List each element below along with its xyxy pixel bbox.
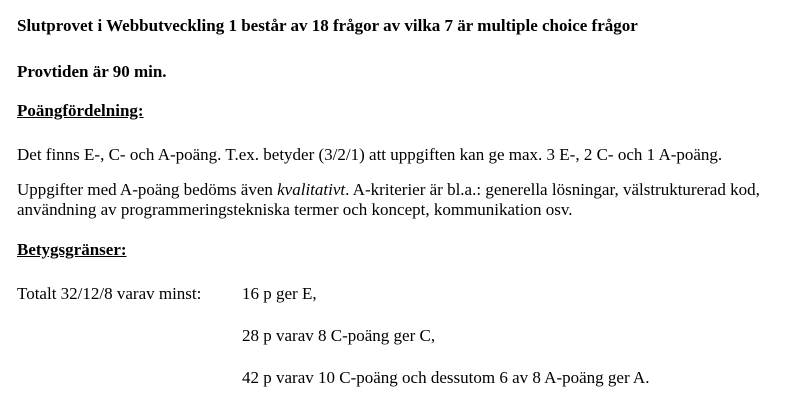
points-paragraph-2-start: Uppgifter med A-poäng bedöms även	[17, 180, 278, 199]
grade-rule-e: 16 p ger E,	[242, 284, 317, 303]
points-paragraph-2	[17, 180, 792, 220]
grade-rule-a: 42 p varav 10 C-poäng och dessutom 6 av 8 A-poäng ger A.	[242, 368, 650, 387]
grades-total-label: Totalt 32/12/8 varav minst:	[17, 284, 202, 303]
exam-duration: Provtiden är 90 min.	[17, 62, 167, 81]
document-heading: Slutprovet i Webbutveckling 1 består av 18 frågor av vilka 7 är multiple choice frågor	[17, 16, 638, 35]
points-section-title: Poängfördelning:	[17, 101, 144, 120]
grade-rule-c: 28 p varav 8 C-poäng ger C,	[242, 326, 436, 345]
points-paragraph-2-end: . A-kriterier är bl.a.: generella lösningar, välstrukturerad kod, användning av programmeringstekniska termer och koncept, kommunikation osv.	[17, 180, 760, 219]
grades-section-title: Betygsgränser:	[17, 240, 127, 259]
points-paragraph-2-emphasis: kvalitativt	[277, 180, 346, 199]
points-paragraph-1: Det finns E-, C- och A-poäng. T.ex. betyder (3/2/1) att uppgiften kan ge max. 3 E-, 2 C- och 1 A-poäng.	[17, 145, 723, 164]
